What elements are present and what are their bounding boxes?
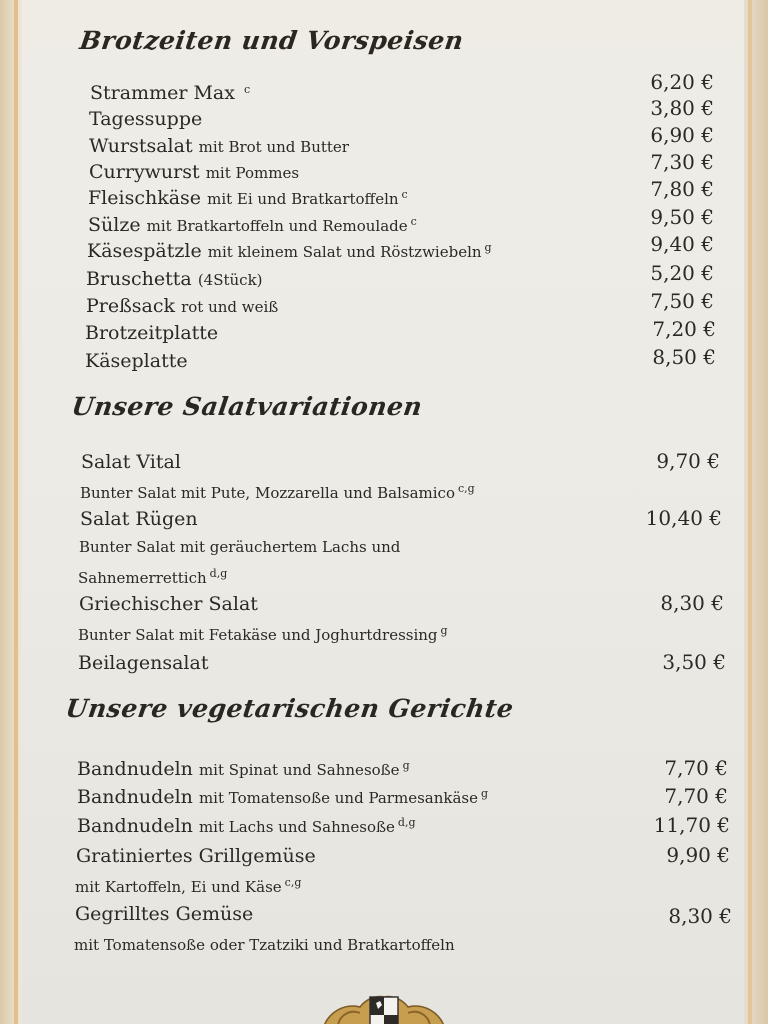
item-description: mit Brot und Butter xyxy=(198,138,349,156)
item-name: Preßsack xyxy=(86,295,176,317)
item-price: 7,50 € xyxy=(650,289,714,313)
item-name: Käseplatte xyxy=(85,350,188,372)
menu-item xyxy=(0,903,768,931)
coat-of-arms-icon xyxy=(316,985,452,1024)
item-description: mit Ei und Bratkartoffeln xyxy=(207,190,399,208)
item-description: rot und weiß xyxy=(181,298,279,316)
section-title-salat: Unsere Salatvariationen xyxy=(69,392,425,421)
item-description: mit Tomatensoße und Parmesankäse xyxy=(198,789,478,807)
item-description: (4Stück) xyxy=(197,271,263,289)
allergen-code: g xyxy=(484,241,492,254)
item-description: Bunter Salat mit geräuchertem Lachs und xyxy=(79,538,401,556)
menu-item xyxy=(0,815,768,843)
item-price: 7,70 € xyxy=(664,784,728,808)
allergen-code: g xyxy=(402,759,410,772)
menu-item xyxy=(0,593,768,621)
item-price: 5,20 € xyxy=(650,261,714,285)
item-description: Sahnemerrettich $^{d,g}$ xyxy=(78,567,228,587)
allergen-code: g xyxy=(480,787,489,800)
allergen-code: c xyxy=(410,215,417,228)
item-price: 6,90 € xyxy=(650,123,714,147)
item-name: Bandnudeln xyxy=(77,815,193,837)
menu-item xyxy=(0,845,768,873)
item-name: Gratiniertes Grillgemüse xyxy=(76,845,316,867)
item-price: 9,70 € xyxy=(656,449,720,473)
menu-item xyxy=(0,451,768,479)
item-description: mit Pommes xyxy=(205,164,300,182)
item-name: Griechischer Salat xyxy=(79,593,258,615)
menu-item xyxy=(0,508,768,536)
item-name: Bruschetta xyxy=(86,268,192,290)
item-price: 7,20 € xyxy=(652,317,716,341)
menu-item xyxy=(0,345,768,378)
item-price: 9,90 € xyxy=(666,843,730,867)
item-price: 7,30 € xyxy=(650,150,714,174)
item-name: Käsespätzle xyxy=(87,240,202,262)
item-name: Salat Vital xyxy=(81,451,181,473)
item-description: mit kleinem Salat und Röstzwiebeln xyxy=(207,243,482,261)
allergen-code: d,g xyxy=(397,816,416,829)
item-description: mit Bratkartoffeln und Remoulade xyxy=(146,217,408,235)
allergen-code: c xyxy=(244,83,251,96)
item-description: Bunter Salat mit Fetakäse und Joghurtdressing $^g$ xyxy=(78,624,448,644)
item-name: Brotzeitplatte xyxy=(85,322,219,344)
section-title-brotzeiten: Brotzeiten und Vorspeisen xyxy=(77,26,466,55)
item-price: 10,40 € xyxy=(645,506,722,530)
menu-item xyxy=(0,758,768,786)
item-price: 8,50 € xyxy=(652,345,716,369)
item-name: Tagessuppe xyxy=(89,108,203,130)
item-price: 9,50 € xyxy=(650,205,714,229)
item-name: Gegrilltes Gemüse xyxy=(75,903,254,925)
item-name: Wurstsalat xyxy=(89,135,193,157)
menu-item xyxy=(0,652,768,680)
item-price: 11,70 € xyxy=(653,813,730,837)
item-price: 3,80 € xyxy=(650,96,714,120)
item-name: Bandnudeln xyxy=(77,786,193,808)
item-name: Strammer Max xyxy=(90,82,235,104)
item-description: mit Kartoffeln, Ei und Käse $^{c,g}$ xyxy=(75,876,302,896)
item-name: Fleischkäse xyxy=(88,187,202,209)
item-price: 3,50 € xyxy=(662,650,726,674)
item-name: Beilagensalat xyxy=(78,652,209,674)
item-name: Currywurst xyxy=(89,161,200,183)
allergen-code: c xyxy=(401,188,408,201)
item-description: mit Tomatensoße oder Tzatziki und Bratkartoffeln xyxy=(74,936,455,954)
item-price: 8,30 € xyxy=(660,591,724,615)
item-price: 8,30 € xyxy=(668,904,732,928)
item-name: Sülze xyxy=(88,214,141,236)
section-title-vegetarisch: Unsere vegetarischen Gerichte xyxy=(63,694,516,723)
item-price: 7,80 € xyxy=(650,177,714,201)
menu-item xyxy=(0,786,768,814)
item-price: 9,40 € xyxy=(650,232,714,256)
item-description: mit Spinat und Sahnesoße xyxy=(198,761,400,779)
item-price: 7,70 € xyxy=(664,756,728,780)
item-price: 6,20 € xyxy=(650,70,714,94)
item-name: Bandnudeln xyxy=(77,758,193,780)
item-description: mit Lachs und Sahnesoße xyxy=(198,818,395,836)
item-name: Salat Rügen xyxy=(80,508,198,530)
item-description: Bunter Salat mit Pute, Mozzarella und Balsamico $^{c,g}$ xyxy=(80,482,475,502)
